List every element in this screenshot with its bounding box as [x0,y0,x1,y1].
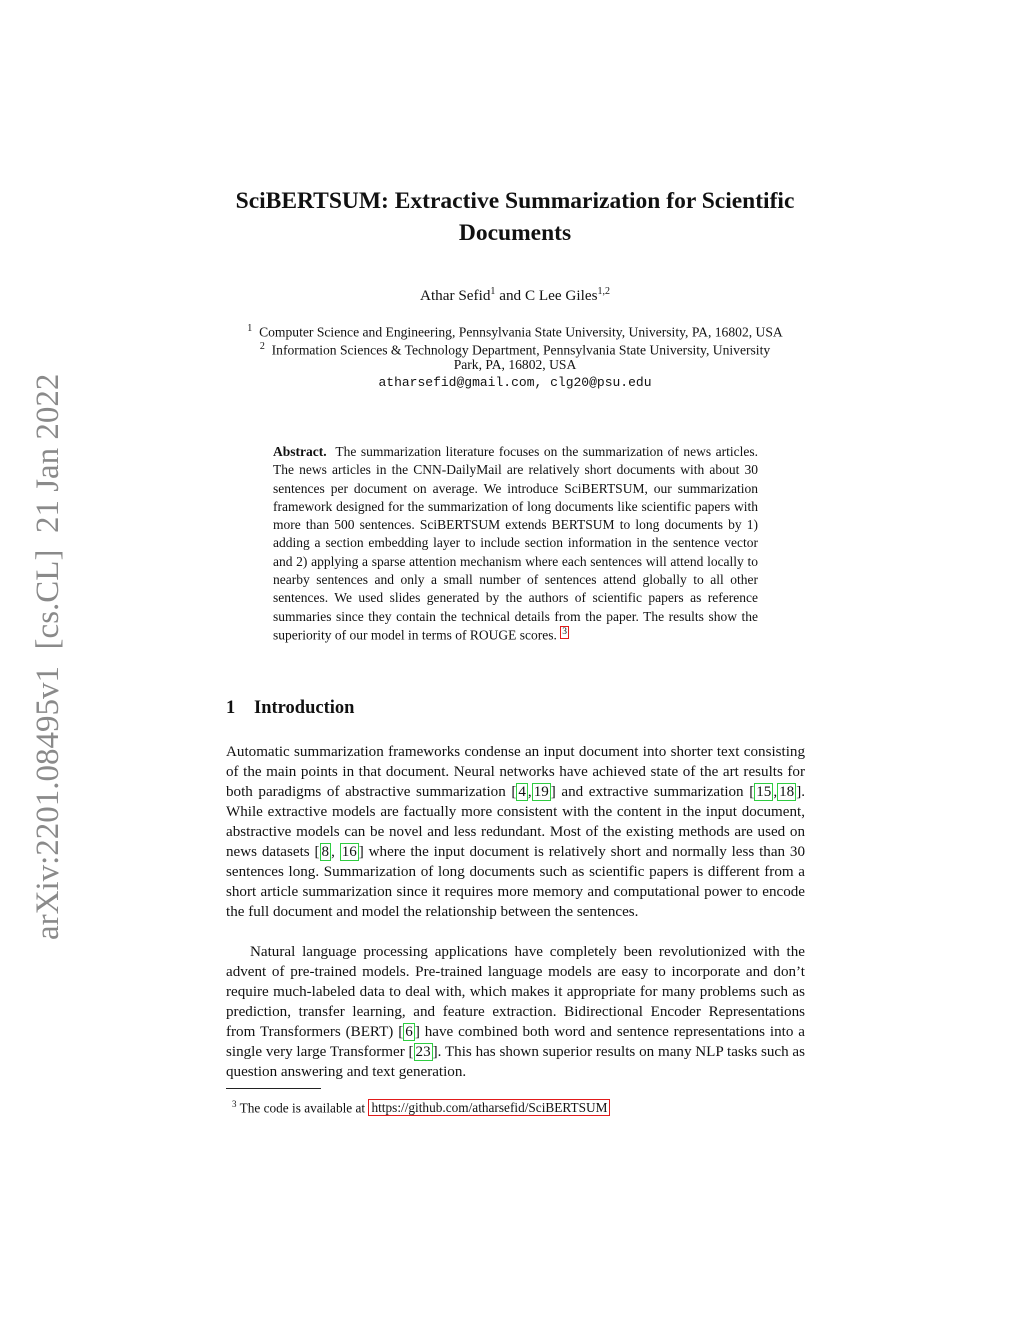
p1-text-4: ] where the input document is relatively short and normally less than 30 sentences long. Summarization of long documents such as scientific papers is different from a short article summarization since it requires more memory and computational power to encode the full document and model the relationship between the sentences. [226,844,806,920]
abstract-label: Abstract. [273,444,327,459]
citation-link[interactable]: 19 [533,784,549,800]
p2-text-3: ]. This has shown superior results on many NLP tasks such as question answering and text generation. [226,1044,806,1080]
p2-text-2: ] have combined both word and sentence representations into a single very large Transformer [ [226,1024,805,1060]
footnote-rule [226,1088,321,1089]
footnote-url-link[interactable]: https://github.com/atharsefid/SciBERTSUM [368,1099,610,1116]
section-title: Introduction [254,698,355,718]
citation-link[interactable]: 15 [756,784,772,800]
author-1: Athar Sefid [419,287,491,305]
section-number: 1 [226,698,236,718]
arxiv-stamp-text: arXiv:2201.08495v1 [cs.CL] 21 Jan 2022 [30,373,66,940]
section-heading [226,698,354,719]
p1-sep-2: , [773,784,778,800]
citation-link[interactable]: 8 [321,844,330,860]
title-line-2: Documents [458,220,572,246]
p1-sep-1: , [527,784,532,800]
author-2-affil: 1,2 [597,286,610,297]
p1-text-2: ] and extractive summarization [ [550,784,755,800]
author-list [200,282,830,306]
affiliation-2-cont [200,356,830,374]
paper-title [200,185,830,249]
affiliation-2-mark: 2 [259,341,265,352]
abstract-text: The summarization literature focuses on the summarization of news articles. The news articles in the CNN-DailyMail are relatively short documents with about 30 sentences per document on average. We introduce SciBERTSUM, our summarization framework designed for the summarization of long documents like scientific papers with more than 500 sentences. SciBERTSUM extends BERTSUM to long documents by 1) adding a section embedding layer to include section information in the sentence vector and 2) applying a sparse attention mechanism where each sentences will attend locally to nearby sentences and only a small number of sentences attend globally to all other sentences. We used slides generated by the authors of scientific papers as reference summaries since they contain the technical details from the paper. The results show the superiority of our model in terms of ROUGE scores. [273,444,758,643]
citation-link[interactable]: 23 [415,1044,431,1060]
p1-sep-3: , [331,844,340,860]
arxiv-stamp [28,360,68,940]
author-emails: atharsefid@gmail.com, clg20@psu.edu [378,375,652,390]
p1-text-1: Automatic summarization frameworks condense an input document into shorter text consisting of the main points in that document. Neural networks have achieved state of the art results for both paradigms of abstractive summarization [ [226,744,805,800]
citation-link[interactable]: 4 [518,784,526,800]
affiliation-2-text-cont: Park, PA, 16802, USA [453,357,577,372]
footnote-text: The code is available at [239,1100,366,1116]
citation-link[interactable]: 16 [341,844,357,860]
footnote-number: 3 [232,1099,237,1109]
abstract [273,443,758,645]
citation-link[interactable]: 6 [405,1024,413,1040]
affiliation-2-text: Information Sciences & Technology Department, Pennsylvania State University, University [271,342,771,358]
footnote-ref-link[interactable]: 3 [562,626,567,637]
affiliation-1-text: Computer Science and Engineering, Pennsylvania State University, University, PA, 16802, USA [259,324,783,340]
author-conj: and [499,287,522,305]
title-line-1: SciBERTSUM: Extractive Summarization for Scientific [235,188,795,214]
intro-paragraph-2 [226,942,805,1082]
author-1-affil: 1 [490,286,496,297]
p2-text-1: Natural language processing applications have completely been revolutionized with the advent of pre-trained models. Pre-trained language models are easy to incorporate and don’t require much-labeled data to deal with, which makes it appropriate for many problems such as prediction, transfer learning, and feature extraction. Bidirectional Encoder Representations from Transformers (BERT) [ [226,944,805,1040]
citation-link[interactable]: 18 [779,784,795,800]
footnote [232,1095,610,1117]
author-2: C Lee Giles [524,287,598,305]
intro-paragraph-1 [226,742,805,922]
p1-text-3: ]. While extractive models are factually more consistent with the content in the input document, abstractive models can be novel and less redundant. Most of the existing methods are used on news datasets [ [226,784,806,860]
affiliation-1-mark: 1 [247,323,253,334]
